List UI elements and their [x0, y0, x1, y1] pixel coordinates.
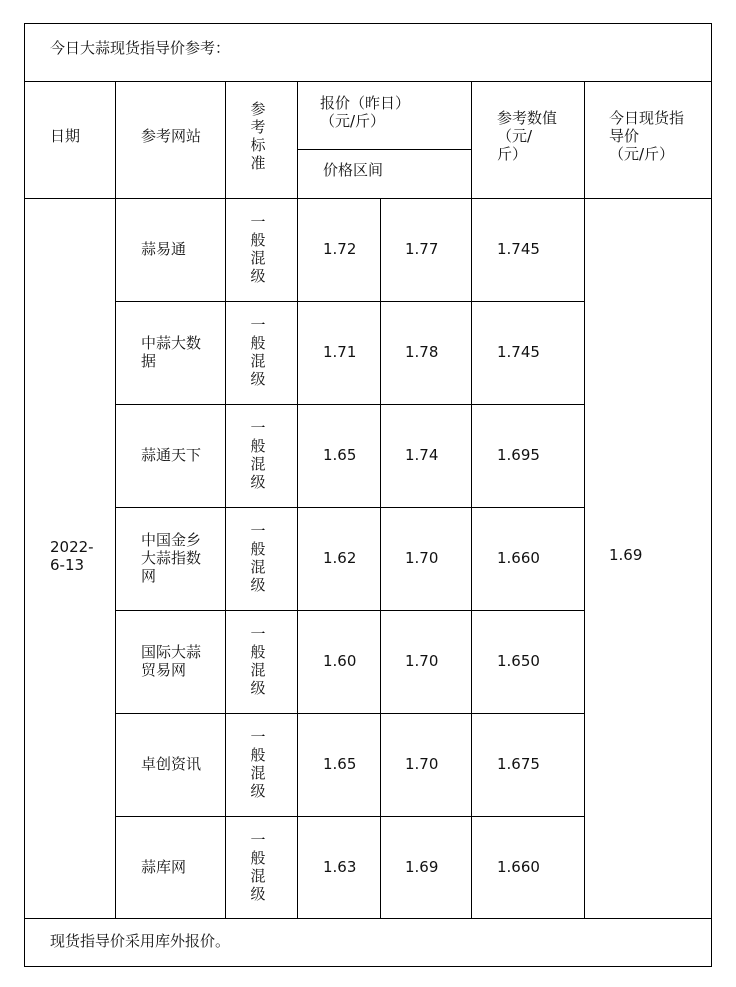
- price-low-cell: 1.60: [323, 651, 357, 670]
- price-high-cell: 1.77: [405, 239, 439, 258]
- standard-cell: 一 般 混 级: [250, 521, 266, 594]
- divider: [115, 507, 584, 508]
- site-cell: 中蒜大数 据: [141, 333, 202, 370]
- divider: [297, 149, 471, 150]
- price-low-cell: 1.63: [323, 857, 357, 876]
- site-cell: 蒜通天下: [141, 445, 202, 464]
- footer-note: 现货指导价采用库外报价。: [50, 932, 231, 950]
- ref-value-cell: 1.660: [497, 857, 540, 876]
- divider: [115, 816, 584, 817]
- divider: [24, 918, 712, 919]
- price-low-cell: 1.62: [323, 548, 357, 567]
- price-high-cell: 1.74: [405, 445, 439, 464]
- divider: [115, 404, 584, 405]
- price-high-cell: 1.70: [405, 651, 439, 670]
- standard-cell: 一 般 混 级: [250, 624, 266, 697]
- standard-cell: 一 般 混 级: [250, 315, 266, 388]
- header-today-price: 今日现货指 导价 （元/斤）: [609, 109, 685, 163]
- ref-value-cell: 1.650: [497, 651, 540, 670]
- price-high-cell: 1.78: [405, 342, 439, 361]
- price-low-cell: 1.72: [323, 239, 357, 258]
- site-cell: 国际大蒜 贸易网: [141, 642, 202, 679]
- header-range: 价格区间: [323, 161, 384, 179]
- standard-cell: 一 般 混 级: [250, 418, 266, 491]
- price-low-cell: 1.65: [323, 445, 357, 464]
- price-low-cell: 1.71: [323, 342, 357, 361]
- site-cell: 中国金乡 大蒜指数 网: [141, 530, 202, 585]
- ref-value-cell: 1.675: [497, 754, 540, 773]
- ref-value-cell: 1.745: [497, 239, 540, 258]
- divider: [471, 81, 472, 918]
- header-quote: 报价（昨日） （元/斤）: [320, 94, 411, 130]
- standard-cell: 一 般 混 级: [250, 727, 266, 800]
- divider: [225, 81, 226, 918]
- date-cell: 2022- 6-13: [50, 538, 94, 574]
- standard-cell: 一 般 混 级: [250, 830, 266, 903]
- divider: [115, 81, 116, 918]
- divider: [24, 81, 712, 82]
- site-cell: 卓创资讯: [141, 754, 202, 773]
- page-title: 今日大蒜现货指导价参考：: [50, 39, 231, 57]
- divider: [115, 713, 584, 714]
- header-standard: 参 考 标 准: [250, 100, 266, 172]
- site-cell: 蒜库网: [141, 857, 187, 876]
- header-ref-value: 参考数值 （元/ 斤）: [497, 109, 558, 163]
- price-high-cell: 1.70: [405, 754, 439, 773]
- divider: [115, 301, 584, 302]
- price-high-cell: 1.70: [405, 548, 439, 567]
- divider: [297, 81, 298, 918]
- divider: [584, 81, 585, 918]
- divider: [115, 610, 584, 611]
- divider: [380, 198, 381, 918]
- header-site: 参考网站: [141, 127, 202, 145]
- ref-value-cell: 1.745: [497, 342, 540, 361]
- ref-value-cell: 1.695: [497, 445, 540, 464]
- divider: [24, 198, 712, 199]
- price-high-cell: 1.69: [405, 857, 439, 876]
- header-date: 日期: [50, 127, 81, 145]
- price-low-cell: 1.65: [323, 754, 357, 773]
- today-price-cell: 1.69: [609, 546, 643, 564]
- site-cell: 蒜易通: [141, 239, 187, 258]
- ref-value-cell: 1.660: [497, 548, 540, 567]
- standard-cell: 一 般 混 级: [250, 212, 266, 285]
